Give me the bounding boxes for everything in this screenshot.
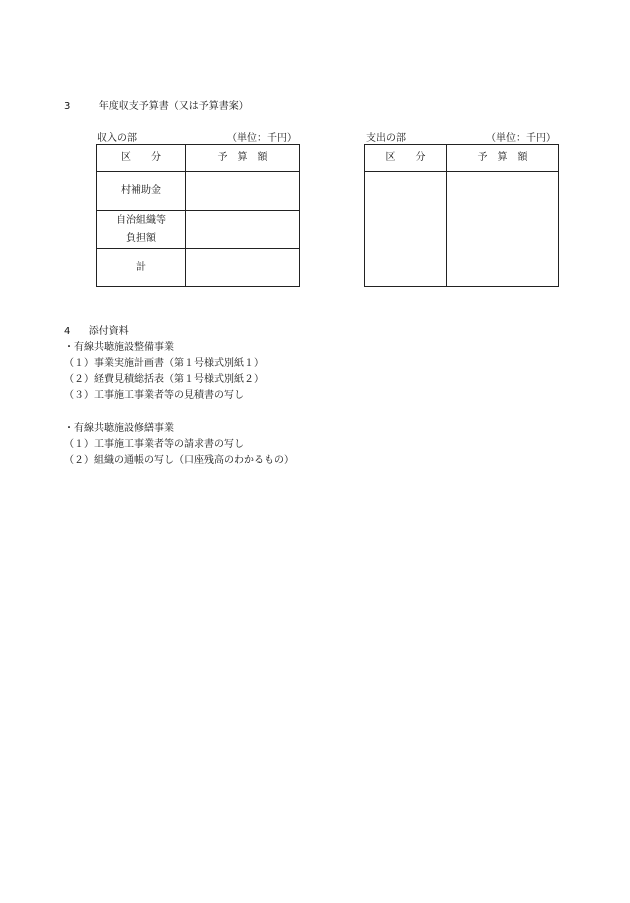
expense-header-row: [365, 145, 559, 172]
expense-amount-cell: [447, 172, 559, 287]
income-row-label: 村補助金: [97, 172, 186, 211]
list-item: （３）工事施工事業者等の見積書の写し: [64, 390, 244, 401]
expense-unit: （単位：千円）: [486, 133, 556, 144]
income-unit: （単位：千円）: [227, 133, 297, 144]
expense-header-amount: 予 算 額: [447, 145, 559, 172]
expense-header-category: 区 分: [365, 145, 447, 172]
income-row-label: [97, 211, 186, 249]
income-row-amount: [186, 172, 300, 211]
expense-caption: 支出の部: [366, 133, 406, 144]
expense-table: [364, 144, 559, 287]
list-item: （１）事業実施計画書（第１号様式別紙１）: [64, 358, 264, 369]
income-header-row: [97, 145, 300, 172]
expense-category-cell: [365, 172, 447, 287]
section4-title: 添付資料: [88, 326, 129, 337]
income-header-amount: 予 算 額: [186, 145, 300, 172]
attachment-group-heading: ・有線共聴施設整備事業: [64, 342, 174, 353]
attachment-group-heading: ・有線共聴施設修繕事業: [64, 423, 174, 434]
list-item: （１）工事施工事業者等の請求書の写し: [64, 439, 244, 450]
income-row-label-line: 自治組織等: [116, 214, 166, 226]
table-row: [97, 211, 300, 249]
section3-title: 年度収支予算書（又は予算書案）: [98, 101, 249, 112]
table-row: [365, 172, 559, 287]
income-table: [96, 144, 300, 287]
income-row-amount: [186, 249, 300, 287]
list-item: （２）経費見積総括表（第１号様式別紙２）: [64, 374, 264, 385]
list-item: （２）組織の通帳の写し（口座残高のわかるもの）: [64, 455, 294, 466]
section4-number: 4: [64, 326, 71, 337]
income-row-label: 計: [97, 249, 186, 287]
section4-heading: [64, 322, 129, 337]
income-row-label-line: 負担額: [126, 232, 156, 244]
section3-number: 3: [64, 101, 71, 112]
table-row: [97, 172, 300, 211]
income-row-amount: [186, 211, 300, 249]
income-header-category: 区 分: [97, 145, 186, 172]
section3-heading: [64, 97, 249, 112]
table-row: [97, 249, 300, 287]
income-caption: 収入の部: [97, 133, 137, 144]
